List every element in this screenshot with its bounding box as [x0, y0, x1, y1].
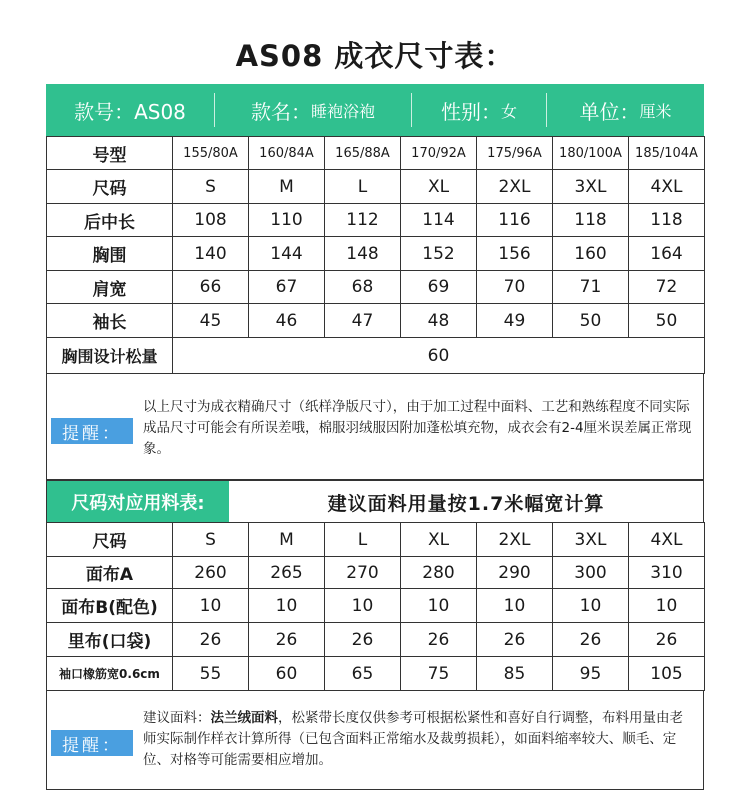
value-cell: 265	[249, 557, 325, 589]
type-cell: 155/80A	[173, 137, 249, 170]
value-cell: 75	[401, 657, 477, 691]
header-band	[46, 84, 704, 136]
unit-label: 单位：	[579, 99, 640, 124]
value-cell: 95	[553, 657, 629, 691]
divider	[411, 93, 412, 127]
type-label: 号型	[47, 137, 173, 170]
size-cell: 4XL	[629, 523, 705, 557]
material-heading: 建议面料用量按1.7米幅宽计算	[327, 492, 605, 515]
value-cell: 69	[401, 271, 477, 304]
material-note	[46, 690, 704, 790]
value-cell: 50	[629, 304, 705, 338]
reminder-text: 以上尺寸为成衣精确尺寸（纸样净版尺寸），由于加工过程中面料、工艺和熟练程度不同实际成品尺寸可能会有所误差哦，棉服羽绒服因附加蓬松填充物，成衣会有2-4厘米误差属正常现象。	[143, 399, 692, 457]
table-row	[47, 623, 705, 657]
value-cell: 160	[553, 237, 629, 271]
size-row	[47, 523, 705, 557]
gender	[412, 84, 546, 136]
value-cell: 116	[477, 204, 553, 237]
type-cell: 175/96A	[477, 137, 553, 170]
size-label: 尺码	[47, 170, 173, 204]
value-cell: 164	[629, 237, 705, 271]
table-row	[47, 204, 705, 237]
value-cell: 140	[173, 237, 249, 271]
table-row	[47, 557, 705, 589]
row-label: 面布B(配色)	[47, 589, 173, 623]
size-cell: XL	[401, 170, 477, 204]
value-cell: 67	[249, 271, 325, 304]
value-cell: 70	[477, 271, 553, 304]
value-cell: 65	[325, 657, 401, 691]
value-cell: 26	[173, 623, 249, 657]
value-cell: 156	[477, 237, 553, 271]
value-cell: 10	[553, 589, 629, 623]
value-cell: 280	[401, 557, 477, 589]
type-cell: 185/104A	[629, 137, 705, 170]
value-cell: 290	[477, 557, 553, 589]
value-cell: 60	[249, 657, 325, 691]
value-cell: 10	[401, 589, 477, 623]
value-cell: 72	[629, 271, 705, 304]
gender-label: 性别：	[440, 99, 501, 124]
value-cell: 105	[629, 657, 705, 691]
type-cell: 170/92A	[401, 137, 477, 170]
value-cell: 26	[249, 623, 325, 657]
value-cell: 45	[173, 304, 249, 338]
row-label: 袖口橡筋宽0.6cm	[47, 657, 173, 691]
value-cell: 310	[629, 557, 705, 589]
size-cell: L	[325, 170, 401, 204]
gender-value: 女	[500, 101, 517, 121]
value-cell: 68	[325, 271, 401, 304]
type-cell: 160/84A	[249, 137, 325, 170]
value-cell: 10	[629, 589, 705, 623]
value-cell: 50	[553, 304, 629, 338]
table-row	[47, 237, 705, 271]
ease-value: 60	[173, 338, 705, 374]
material-header	[46, 480, 704, 522]
value-cell: 48	[401, 304, 477, 338]
reminder-note	[46, 373, 704, 480]
material-note-prefix: 建议面料：	[143, 710, 211, 726]
unit	[547, 84, 704, 136]
value-cell: 26	[629, 623, 705, 657]
size-cell: XL	[401, 523, 477, 557]
value-cell: 26	[401, 623, 477, 657]
value-cell: 85	[477, 657, 553, 691]
divider	[214, 93, 215, 127]
value-cell: 300	[553, 557, 629, 589]
value-cell: 144	[249, 237, 325, 271]
divider	[546, 93, 547, 127]
value-cell: 260	[173, 557, 249, 589]
size-table	[46, 136, 705, 374]
material-tag: 尺码对应用料表:	[47, 481, 229, 523]
value-cell: 10	[249, 589, 325, 623]
table-row	[47, 271, 705, 304]
material-note-body: ，松紧带长度仅供参考可根据松紧性和喜好自行调整，布料用量由老师实际制作样衣计算所得（已包含面料正常缩水及裁剪损耗），如面料缩率较大、顺毛、定位、对格等可能需要相应增加。	[143, 710, 683, 768]
value-cell: 26	[325, 623, 401, 657]
row-label: 面布A	[47, 557, 173, 589]
style-name-value: 睡袍浴袍	[310, 101, 375, 121]
size-cell: 3XL	[553, 523, 629, 557]
value-cell: 10	[477, 589, 553, 623]
page-title: AS08 成衣尺寸表：	[235, 39, 515, 73]
value-cell: 10	[173, 589, 249, 623]
size-cell: 3XL	[553, 170, 629, 204]
row-label: 袖长	[47, 304, 173, 338]
value-cell: 270	[325, 557, 401, 589]
type-cell: 180/100A	[553, 137, 629, 170]
size-cell: L	[325, 523, 401, 557]
value-cell: 46	[249, 304, 325, 338]
value-cell: 71	[553, 271, 629, 304]
table-row	[47, 304, 705, 338]
value-cell: 152	[401, 237, 477, 271]
row-label: 肩宽	[47, 271, 173, 304]
size-cell: M	[249, 523, 325, 557]
unit-value: 厘米	[639, 101, 672, 121]
type-row	[47, 137, 705, 170]
type-cell: 165/88A	[325, 137, 401, 170]
value-cell: 49	[477, 304, 553, 338]
ease-label: 胸围设计松量	[47, 338, 173, 374]
table-row	[47, 657, 705, 691]
style-number: 款号：AS08	[74, 99, 186, 124]
row-label: 胸围	[47, 237, 173, 271]
size-cell: 2XL	[477, 523, 553, 557]
row-label: 后中长	[47, 204, 173, 237]
material-table	[46, 522, 705, 691]
size-cell: M	[249, 170, 325, 204]
value-cell: 10	[325, 589, 401, 623]
style-name	[215, 84, 411, 136]
ease-row	[47, 338, 705, 374]
value-cell: 26	[477, 623, 553, 657]
value-cell: 118	[629, 204, 705, 237]
size-cell: 2XL	[477, 170, 553, 204]
size-row	[47, 170, 705, 204]
row-label: 里布(口袋)	[47, 623, 173, 657]
reminder-badge: 提醒：	[51, 418, 133, 444]
value-cell: 118	[553, 204, 629, 237]
value-cell: 66	[173, 271, 249, 304]
fabric-name: 法兰绒面料	[210, 710, 278, 726]
size-cell: S	[173, 170, 249, 204]
table-row	[47, 589, 705, 623]
value-cell: 26	[553, 623, 629, 657]
value-cell: 148	[325, 237, 401, 271]
value-cell: 55	[173, 657, 249, 691]
value-cell: 47	[325, 304, 401, 338]
value-cell: 110	[249, 204, 325, 237]
size-cell: S	[173, 523, 249, 557]
size-cell: 4XL	[629, 170, 705, 204]
size-label: 尺码	[47, 523, 173, 557]
value-cell: 112	[325, 204, 401, 237]
value-cell: 114	[401, 204, 477, 237]
style-name-label: 款名：	[250, 99, 311, 124]
material-note-badge: 提醒：	[51, 730, 133, 756]
value-cell: 108	[173, 204, 249, 237]
material-note-text	[143, 708, 695, 771]
